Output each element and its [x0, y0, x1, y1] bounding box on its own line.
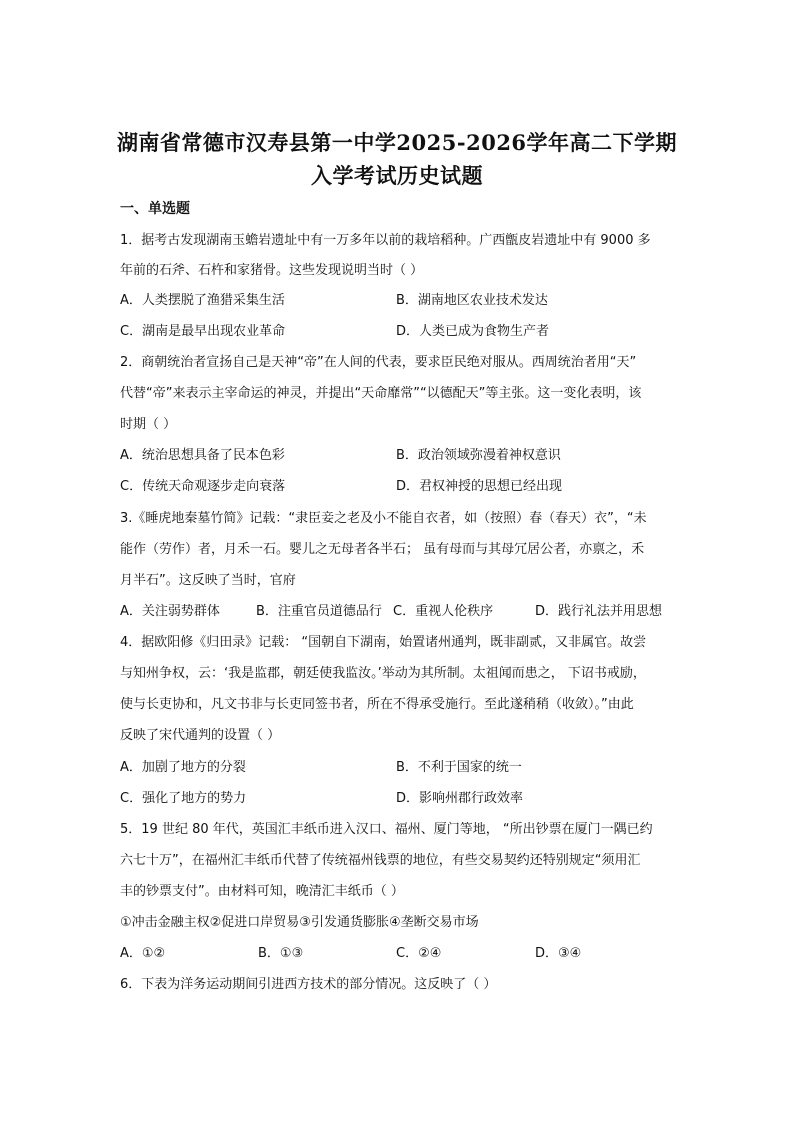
q5-option-d: D．③④ [535, 946, 582, 961]
q4-option-a: A．加剧了地方的分裂 [120, 760, 246, 775]
q5-stem-line1: 5．19 世纪 80 年代，英国汇丰纸币进入汉口、福州、厦门等地， “所出钞票在厦门一隅已约 [120, 822, 653, 837]
q3-stem-line1: 3.《睡虎地秦墓竹简》记载：“隶臣妾之老及小不能自衣者，如（按照）春（春天）衣”，“未 [120, 511, 647, 526]
q1-option-d: D．人类已成为食物生产者 [396, 324, 550, 339]
q4-option-d: D．影响州郡行政效率 [396, 791, 524, 806]
q5-stem-line3: 丰的钞票支付”。由材料可知，晚清汇丰纸币（ ） [120, 884, 404, 899]
q2-stem-line1: 2．商朝统治者宣扬自己是天神“帝”在人间的代表，要求臣民绝对服从。西周统治者用“天” [120, 355, 637, 370]
q4-stem-line2: 与知州争权，云：‘我是监郡，朝廷使我监汝。’举动为其所制。太祖闻而患之， 下诏书戒励， [120, 666, 646, 681]
q2-option-d: D．君权神授的思想已经出现 [396, 479, 563, 494]
q5-option-b: B．①③ [258, 946, 304, 961]
q5-option-c: C．②④ [396, 946, 442, 961]
q4-option-c: C．强化了地方的势力 [120, 791, 247, 806]
section-heading: 一、单选题 [120, 201, 190, 217]
q1-option-c: C．湖南是最早出现农业革命 [120, 324, 286, 339]
exam-title-line2: 入学考试历史试题 [311, 163, 483, 188]
q1-option-b: B．湖南地区农业技术发达 [396, 293, 548, 308]
q6-stem-line1: 6．下表为洋务运动期间引进西方技术的部分情况。这反映了（ ） [120, 977, 497, 992]
q4-option-b: B．不利于国家的统一 [396, 760, 522, 775]
q2-stem-line3: 时期（ ） [120, 417, 177, 432]
q1-option-a: A．人类摆脱了渔猎采集生活 [120, 293, 285, 308]
q1-stem-line1: 1．据考古发现湖南玉蟾岩遗址中有一万多年以前的栽培稻种。广西甑皮岩遗址中有 9000 多 [120, 233, 651, 248]
q4-stem-line4: 反映了宋代通判的设置（ ） [120, 728, 281, 743]
q3-option-c: C．重视人伦秩序 [393, 604, 494, 619]
q4-stem-line1: 4．据欧阳修《归田录》记载： “国朝自下湖南，始置诸州通判，既非副贰，又非属官。故尝 [120, 635, 647, 650]
q2-stem-line2: 代替“帝”来表示主宰命运的神灵，并提出“天命靡常”“以德配天”等主张。这一变化表明，该 [120, 386, 642, 401]
q2-option-a: A．统治思想具备了民本色彩 [120, 448, 285, 463]
q2-option-b: B．政治领域弥漫着神权意识 [396, 448, 561, 463]
q3-option-a: A．关注弱势群体 [120, 604, 220, 619]
q4-stem-line3: 使与长吏协和，凡文书非与长吏同签书者，所在不得承受施行。至此遂稍稍（收敛）。”由此 [120, 697, 634, 712]
q3-option-b: B．注重官员道德品行 [256, 604, 382, 619]
q2-option-c: C．传统天命观逐步走向衰落 [120, 479, 286, 494]
q3-stem-line2: 能作（劳作）者，月禾一石。婴儿之无母者各半石； 虽有母而与其母冗居公者，亦禀之，禾 [120, 542, 645, 557]
q3-stem-line3: 月半石”。这反映了当时，官府 [120, 573, 296, 588]
q5-stem-line2: 六七十万”，在福州汇丰纸币代替了传统福州钱票的地位，有些交易契约还特别规定“须用汇 [120, 853, 641, 868]
q3-option-d: D．践行礼法并用思想 [535, 604, 663, 619]
exam-title-line1: 湖南省常德市汉寿县第一中学2025-2026学年高二下学期 [116, 130, 678, 155]
q5-option-a: A．①② [120, 946, 166, 961]
q5-numbered-items: ①冲击金融主权②促进口岸贸易③引发通货膨胀④垄断交易市场 [120, 915, 479, 930]
q1-stem-line2: 年前的石斧、石杵和家猪骨。这些发现说明当时（ ） [120, 263, 424, 278]
